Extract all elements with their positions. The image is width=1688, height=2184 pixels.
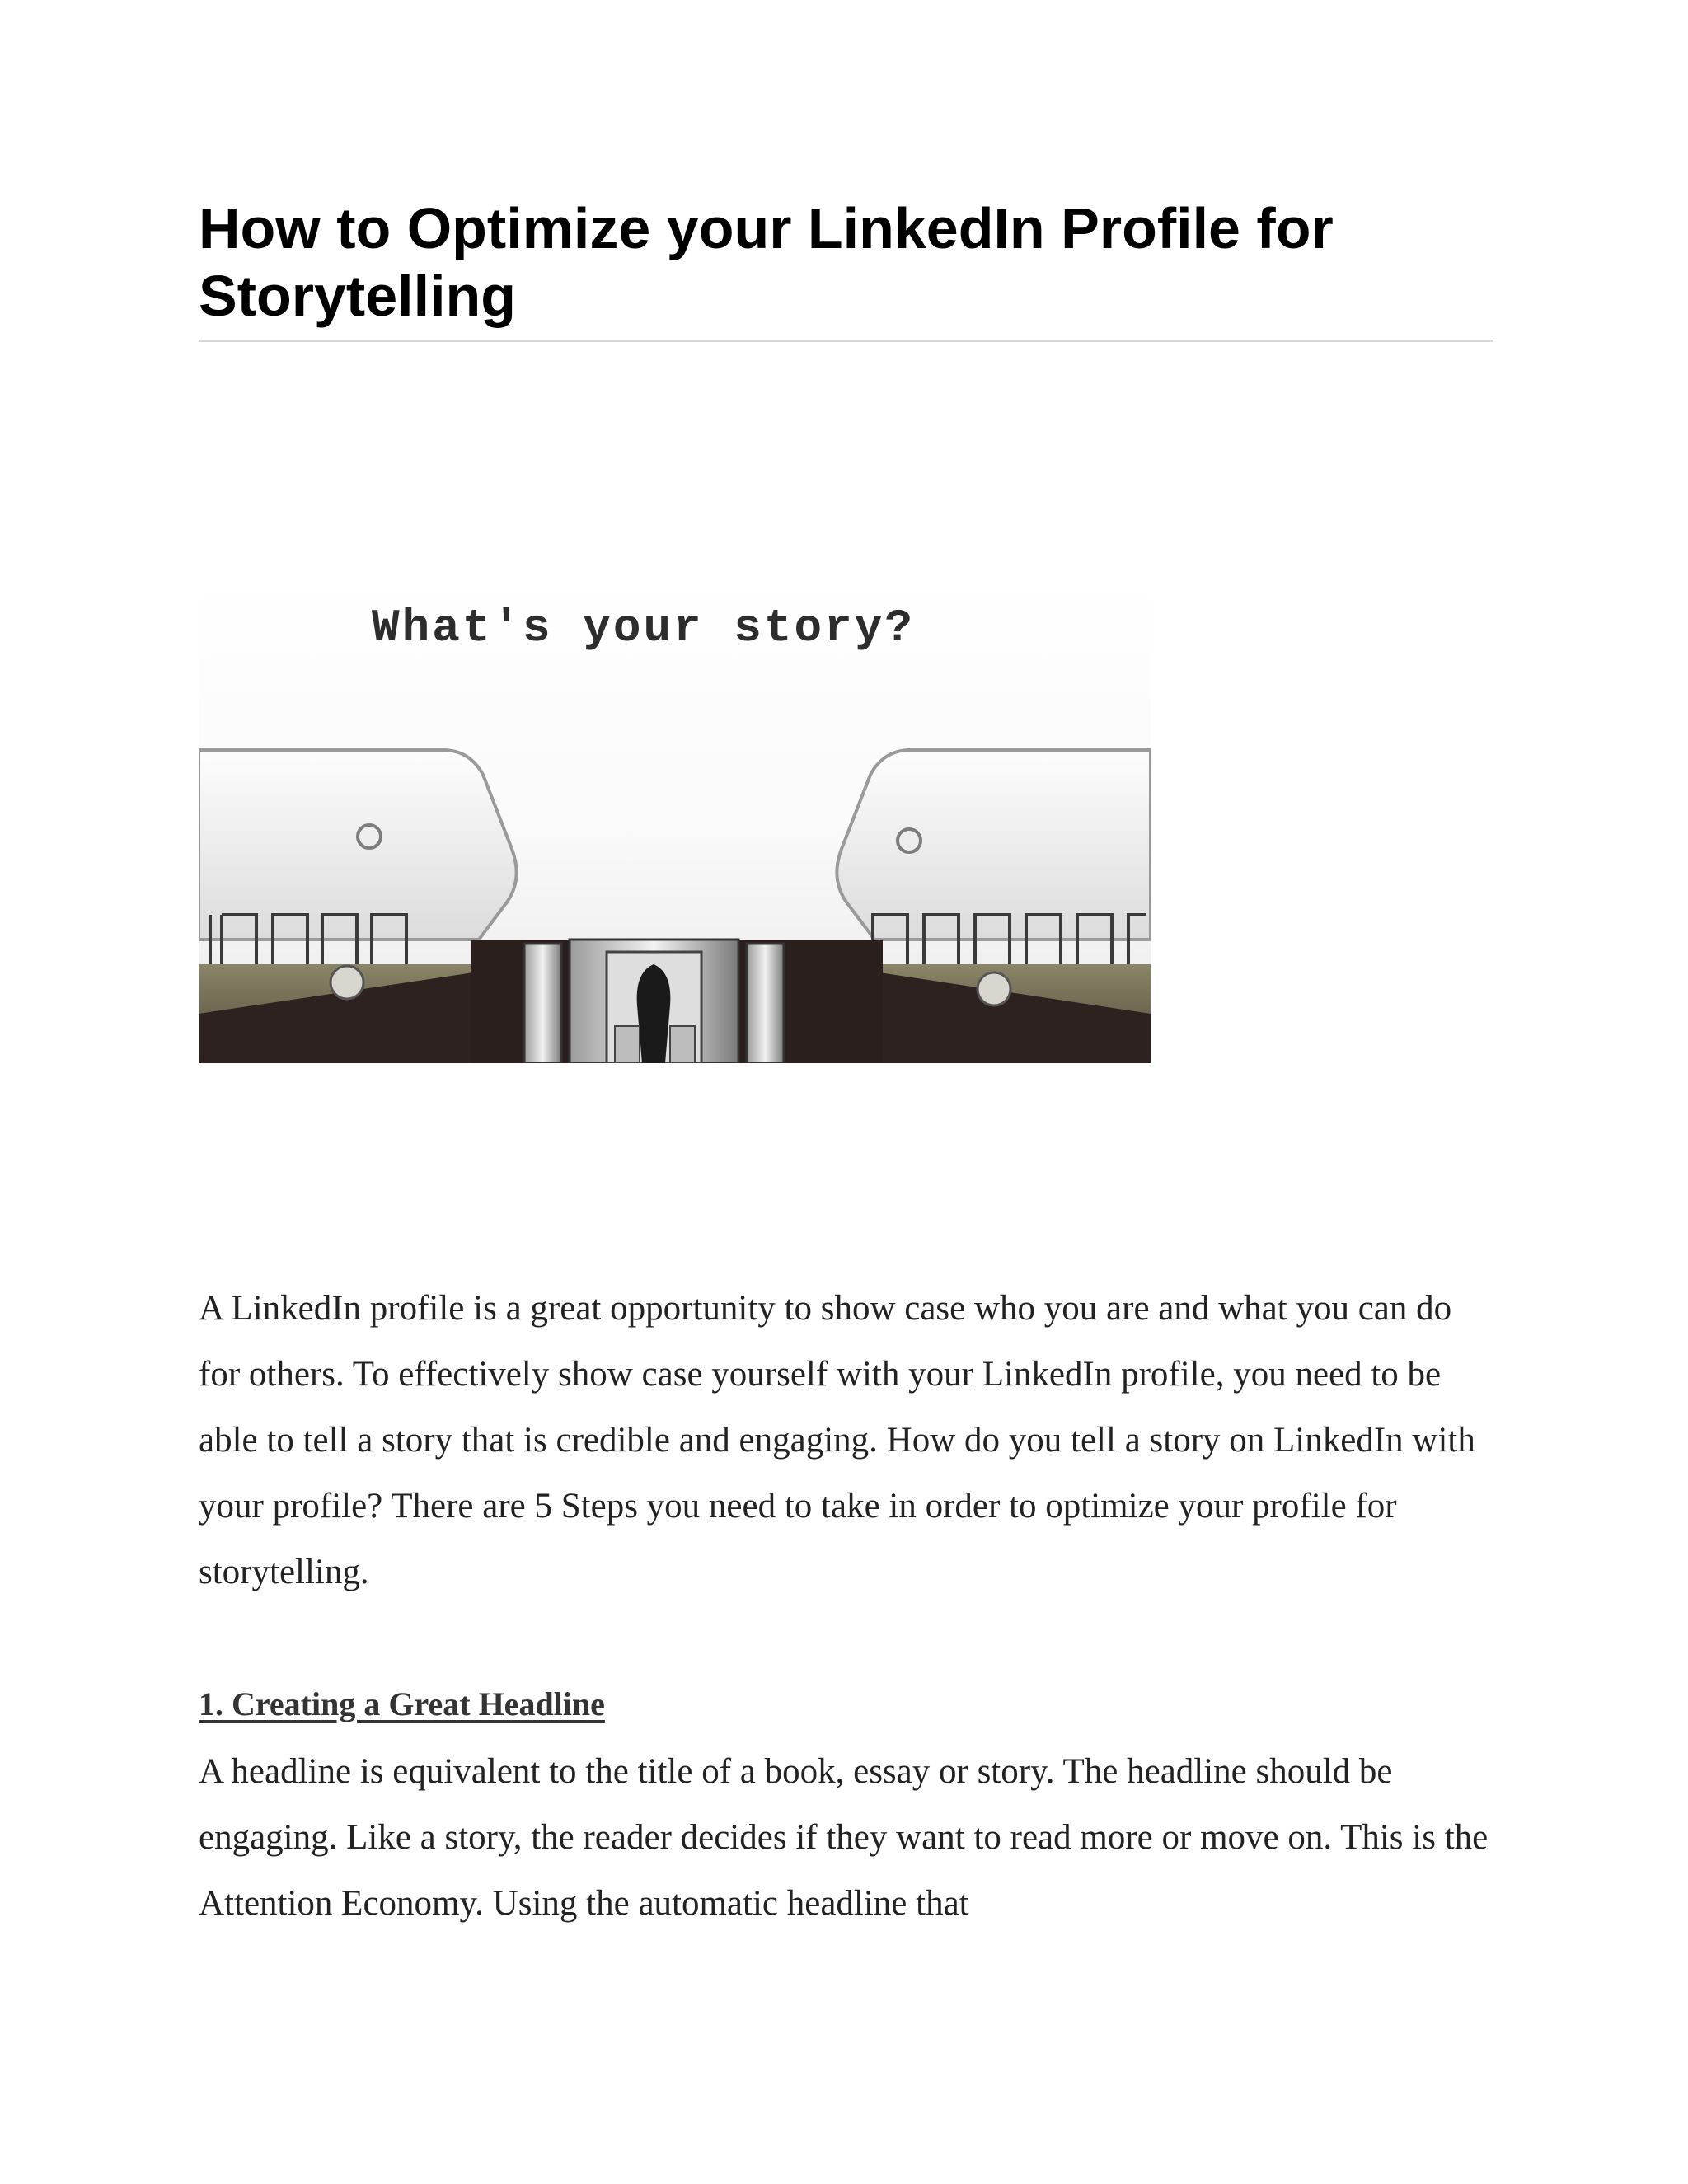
page-title: How to Optimize your LinkedIn Profile for Storytelling bbox=[199, 196, 1334, 328]
title-divider bbox=[199, 340, 1493, 342]
typewriter-image bbox=[199, 577, 1151, 1063]
section-paragraph: A headline is equivalent to the title of a book, essay or story. The headline should be engaging. Like a story, the reader decides if they want to read more or move on. This is the Attention Economy. Using the automatic headline that bbox=[199, 1752, 1489, 1923]
section-heading: 1. Creating a Great Headline bbox=[199, 1685, 605, 1722]
image-caption-text: What's your story? bbox=[372, 602, 915, 654]
intro-paragraph: A LinkedIn profile is a great opportunity to show case who you are and what you can do for others. To effectively show case yourself with your LinkedIn profile, you need to be able to tell a story that is credible and engaging. How do you tell a story on LinkedIn with your profile? There are 5 Steps you need to take in order to optimize your profile for storytelling. bbox=[199, 1289, 1475, 1591]
